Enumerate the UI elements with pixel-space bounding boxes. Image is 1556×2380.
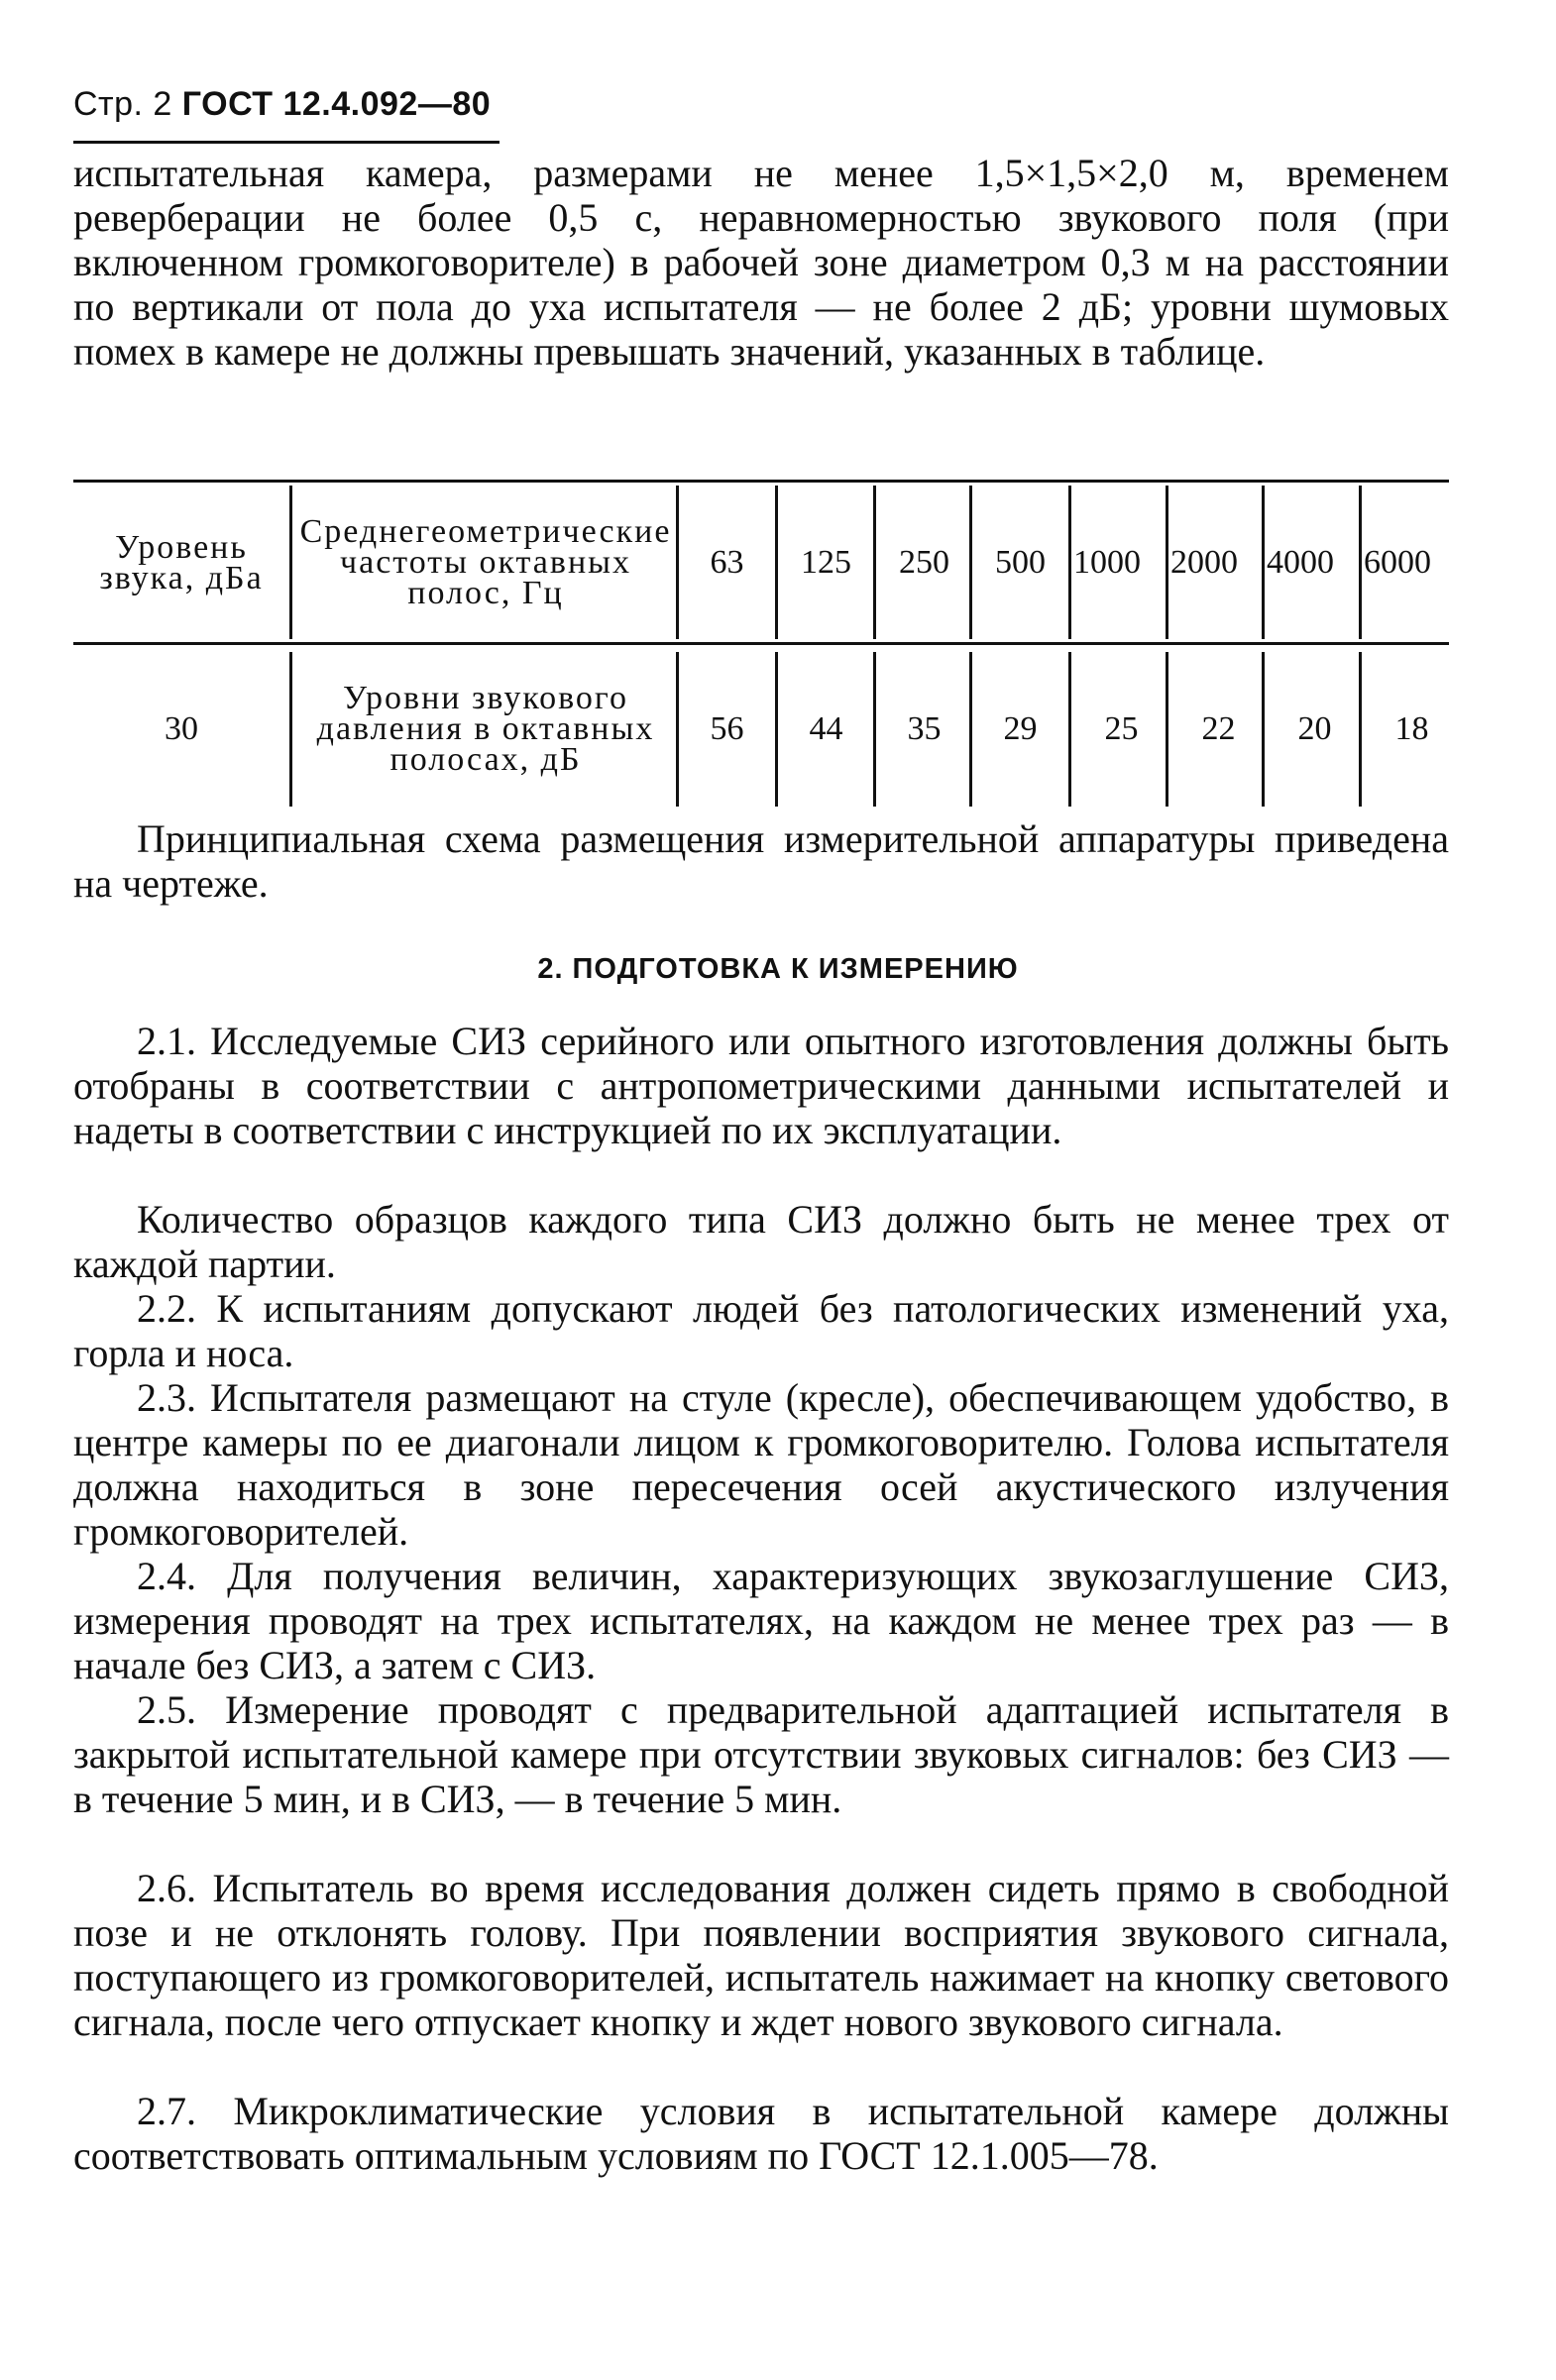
paragraph-2-7: 2.7. Микроклиматические условия в испытательной камере должны соответствовать оптимальным условиям по ГОСТ 12.1.005—78. — [73, 2089, 1449, 2178]
paragraph-2-4: 2.4. Для получения величин, характеризующих звукозаглушение СИЗ, измерения проводят на трех испытателях, на каждом не менее трех раз — в начале без СИЗ, а затем с СИЗ. — [73, 1554, 1449, 1687]
pressure-cell: 35 — [907, 709, 942, 747]
pressure-cell: 22 — [1201, 709, 1236, 747]
standard-number: ГОСТ 12.4.092—80 — [181, 85, 492, 123]
section-title: 2. ПОДГОТОВКА К ИЗМЕРЕНИЮ — [537, 953, 1019, 985]
pressure-cell: 18 — [1394, 709, 1429, 747]
column-rule — [1359, 486, 1362, 639]
freq-cell: 250 — [899, 544, 949, 581]
column-rule — [289, 652, 292, 807]
row-label-pressure: Уровни звукового давления в октавных полосах, дБ — [316, 679, 655, 778]
intro-paragraph: испытательная камера, размерами не менее 1,5×1,5×2,0 м, временем реверберации не более 0,5 с, неравномерностью звукового поля (при включенном громкоговорителе) в рабочей зоне диаметром 0,3 м на расстоянии по вертикали от пола до уха испытателя — не более 2 дБ; уровни шумовых помех в камере не должны превышать значений, указанных в таблице. — [73, 151, 1449, 374]
table-middle-rule — [73, 642, 1449, 645]
pressure-cell: 25 — [1104, 709, 1139, 747]
page-label: Стр. 2 — [73, 85, 172, 123]
pressure-cell: 56 — [710, 709, 744, 747]
column-rule — [969, 652, 972, 807]
paragraph-2-1: 2.1. Исследуемые СИЗ серийного или опытного изготовления должны быть отобраны в соответствии с антропометрическими данными испытателей и надеты в соответствии с инструкцией по их эксплуатации. — [73, 1019, 1449, 1152]
freq-cell: 500 — [995, 544, 1046, 581]
paragraph-2-1-samples: Количество образцов каждого типа СИЗ должно быть не менее трех от каждой партии. — [73, 1197, 1449, 1286]
running-header — [73, 85, 491, 124]
freq-cell: 63 — [710, 544, 744, 581]
column-rule — [969, 486, 972, 639]
paragraph-2-6: 2.6. Испытатель во время исследования должен сидеть прямо в свободной позе и не отклонять голову. При появлении восприятия звукового сигнала, поступающего из громкоговорителей, испытатель нажимает на кнопку светового сигнала, после чего отпускает кнопку и ждет нового звукового сигнала. — [73, 1866, 1449, 2044]
column-rule — [676, 652, 679, 807]
column-rule — [1068, 652, 1071, 807]
column-rule — [1262, 486, 1265, 639]
freq-cell: 2000 — [1170, 544, 1238, 581]
column-rule — [289, 486, 292, 639]
header-frequencies: Среднегеометрические частоты октавных полос, Гц — [299, 513, 672, 611]
schema-note: Принципиальная схема размещения измерительной аппаратуры приведена на чертеже. — [73, 816, 1449, 906]
column-rule — [1262, 652, 1265, 807]
freq-cell: 6000 — [1364, 544, 1431, 581]
paragraph-2-5: 2.5. Измерение проводят с предварительной адаптацией испытателя в закрытой испытательной камере при отсутствии звуковых сигналов: без СИЗ — в течение 5 мин, и в СИЗ, — в течение 5 мин. — [73, 1687, 1449, 1821]
column-rule — [775, 486, 778, 639]
header-rule — [73, 141, 500, 144]
column-rule — [1166, 652, 1168, 807]
freq-cell: 125 — [801, 544, 851, 581]
pressure-cell: 44 — [809, 709, 843, 747]
pressure-cell: 29 — [1003, 709, 1038, 747]
column-rule — [1166, 486, 1168, 639]
column-rule — [873, 652, 876, 807]
column-rule — [873, 486, 876, 639]
table-top-rule — [73, 480, 1449, 483]
column-rule — [775, 652, 778, 807]
column-rule — [1068, 486, 1071, 639]
sound-level-value: 30 — [165, 709, 198, 747]
column-rule — [1359, 652, 1362, 807]
paragraph-2-2: 2.2. К испытаниям допускают людей без патологических изменений уха, горла и носа. — [73, 1286, 1449, 1375]
freq-cell: 4000 — [1267, 544, 1334, 581]
header-sound-level: Уровень звука, дБа — [99, 528, 264, 596]
pressure-cell: 20 — [1297, 709, 1332, 747]
freq-cell: 1000 — [1073, 544, 1141, 581]
column-rule — [676, 486, 679, 639]
paragraph-2-3: 2.3. Испытателя размещают на стуле (кресле), обеспечивающем удобство, в центре камеры по ее диагонали лицом к громкоговорителю. Голова испытателя должна находиться в зоне пересечения осей акустического излучения громкоговорителей. — [73, 1375, 1449, 1554]
